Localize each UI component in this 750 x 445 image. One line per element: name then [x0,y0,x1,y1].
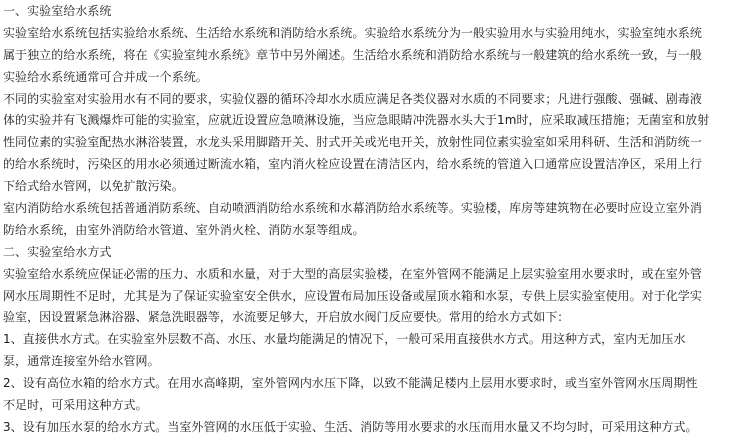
paragraph-line: 的给水系统时，污染区的用水必须通过断流水箱，室内消火栓应设置在清洁区内，给水系统的管道入口通常应设置洁净区，采用上行 [3,157,702,172]
paragraph-line: 体的实验并有飞溅爆炸可能的实验室，应就近设置应急喷淋设施，当应急眼睛冲洗器水头大于1m时，应采取减压措施；无菌室和放射 [3,113,710,128]
paragraph-line: 防给水系统，由室外消防给水管道、室外消火栓、消防水泵等组成。 [3,222,365,237]
paragraph-line: 验室，因设置紧急淋浴器、紧急洗眼器等，水流要足够大，开启放水阀门反应要快。常用的给水方式如下： [3,310,570,325]
paragraph-line: 性同位素的实验室配热水淋浴装置，水龙头采用脚踏开关、肘式开关或光电开关，放射性同位素实验室如采用科研、生活和消防统一 [3,135,702,150]
paragraph-line: 实验室给水系统包括实验给水系统、生活给水系统和消防给水系统。实验给水系统分为一般实验用水与实验用纯水，实验室纯水系统 [3,25,702,40]
list-item-line: 1、直接供水方式。在实验室外层数不高、水压、水量均能满足的情况下，一般可采用直接供水方式。用这种方式，室内无加压水 [3,332,686,347]
section-heading-2: 二、实验室给水方式 [3,244,112,259]
list-item-line: 泵，通常连接室外给水管网。 [3,354,160,369]
list-item-line: 不足时，可采用这种方式。 [3,398,148,413]
paragraph-line: 网水压周期性不足时，尤其是为了保证实验室安全供水，应设置布局加压设备或屋顶水箱和水泵，专供上层实验室使用。对于化学实 [3,288,702,303]
paragraph-line: 下给式给水管网，以免扩散污染。 [3,179,184,194]
paragraph-line: 不同的实验室对实验用水有不同的要求，实验仪器的循环冷却水水质应满足各类仪器对水质的不同要求；凡进行强酸、强碱、剧毒液 [3,91,702,106]
list-item-line: 3、设有加压水泵的给水方式。当室外管网的水压低于实验、生活、消防等用水要求的水压而用水量又不均匀时，可采用这种方式。 [3,419,698,434]
list-item-line: 2、设有高位水箱的给水方式。在用水高峰期，室外管网内水压下降，以致不能满足楼内上层用水要求时，或当室外管网水压周期性 [3,376,698,391]
section-heading-1: 一、实验室给水系统 [3,4,112,18]
paragraph-line: 实验给水系统通常可合并成一个系统。 [3,69,208,84]
paragraph-line: 属于独立的给水系统，将在《实验室纯水系统》章节中另外阐述。生活给水系统和消防给水系统与一般建筑的给水系统一致，与一般 [3,47,702,62]
paragraph-line: 室内消防给水系统包括普通消防系统、自动喷洒消防给水系统和水幕消防给水系统等。实验楼，库房等建筑物在必要时应设立室外消 [3,201,702,216]
paragraph-line: 实验室给水系统应保证必需的压力、水质和水量，对于大型的高层实验楼，在室外管网不能满足上层实验室用水要求时，或在室外管 [3,266,702,281]
